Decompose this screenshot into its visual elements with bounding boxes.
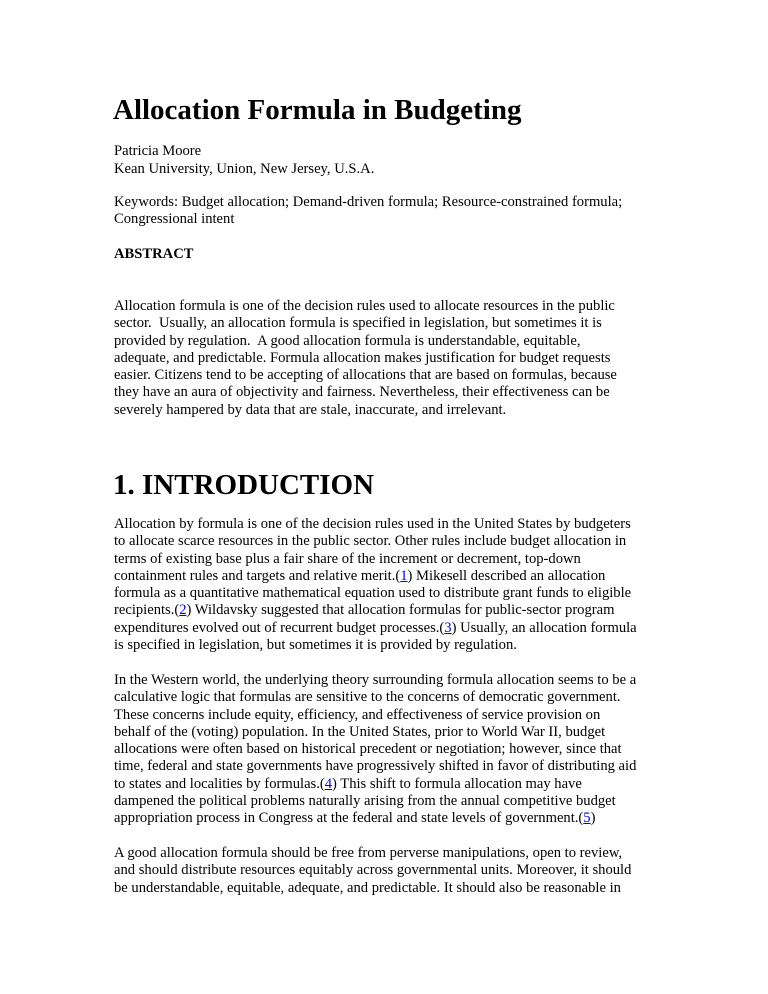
paragraph-text: A good allocation formula should be free from perverse manipulations, open to review, and should distribute resources equitably across governmental units. Moreover, it should be understandable, equitable, adequate, and predictable. It should also be reasonable in <box>114 845 632 896</box>
paragraph-text: ) This shift to formula allocation may have dampened the political problems naturally arising from the annual competitive budget appropriation process in Congress at the federal and state levels of government.( <box>114 775 616 827</box>
intro-paragraph-3 <box>114 845 631 897</box>
citation-link[interactable]: 4 <box>324 775 333 792</box>
citation-link[interactable]: 2 <box>179 602 187 619</box>
paragraph-text: ) Mikesell described an allocation formula as a quantitative mathematical equation used to distribute grant funds to eligible recipients.( <box>114 567 632 619</box>
intro-paragraph-1 <box>114 516 637 654</box>
paragraph-text: In the Western world, the underlying theory surrounding formula allocation seems to be a calculative logic that formulas are sensitive to the concerns of democratic government. These concerns include equity, efficiency, and effectiveness of service provision on behalf of the (voting) population. In the United States, prior to World War II, budget allocations were often based on historical precedent or negotiation; however, since that time, federal and state governments have progressively shifted in favor of distributing aid to states and localities by formulas.( <box>114 672 637 792</box>
keywords: Keywords: Budget allocation; Demand-driven formula; Resource-constrained formula; Congressional intent <box>114 194 623 228</box>
paragraph-text: Allocation by formula is one of the decision rules used in the United States by budgeters to allocate scarce resources in the public sector. Other rules include budget allocation in terms of existing base plus a fair share of the increment or decrement, top-down containment rules and targets and relative merit.( <box>114 516 631 584</box>
paragraph-text: ) Usually, an allocation formula is specified in legislation, but sometimes it is provided by regulation. <box>114 619 637 654</box>
document-title: Allocation Formula in Budgeting <box>113 94 522 126</box>
intro-paragraph-2 <box>114 672 636 828</box>
paragraph-text: ) Wildavsky suggested that allocation formulas for public-sector program expenditures evolved out of recurrent budget processes.( <box>114 602 615 636</box>
abstract-heading: ABSTRACT <box>114 246 194 262</box>
section-heading-introduction: 1. INTRODUCTION <box>113 469 375 501</box>
abstract-text: Allocation formula is one of the decision rules used to allocate resources in the public sector. Usually, an allocation formula is specified in legislation, but sometimes it is provided by regulation. A good allocation formula is understandable, equitable, adequate, and predictable. Formula allocation makes justification for budget requests easier. Citizens tend to be accepting of allocations that are based on formulas, because they have an aura of objectivity and fairness. Nevertheless, their effectiveness can be severely hampered by data that are stale, inaccurate, and irrelevant. <box>114 298 617 418</box>
paragraph-text: ) <box>590 810 596 827</box>
citation-link[interactable]: 5 <box>583 810 591 827</box>
citation-link[interactable]: 1 <box>400 567 408 584</box>
author-affiliation: Kean University, Union, New Jersey, U.S.A. <box>114 161 375 177</box>
citation-link[interactable]: 3 <box>444 619 452 636</box>
author-name: Patricia Moore <box>114 143 202 159</box>
